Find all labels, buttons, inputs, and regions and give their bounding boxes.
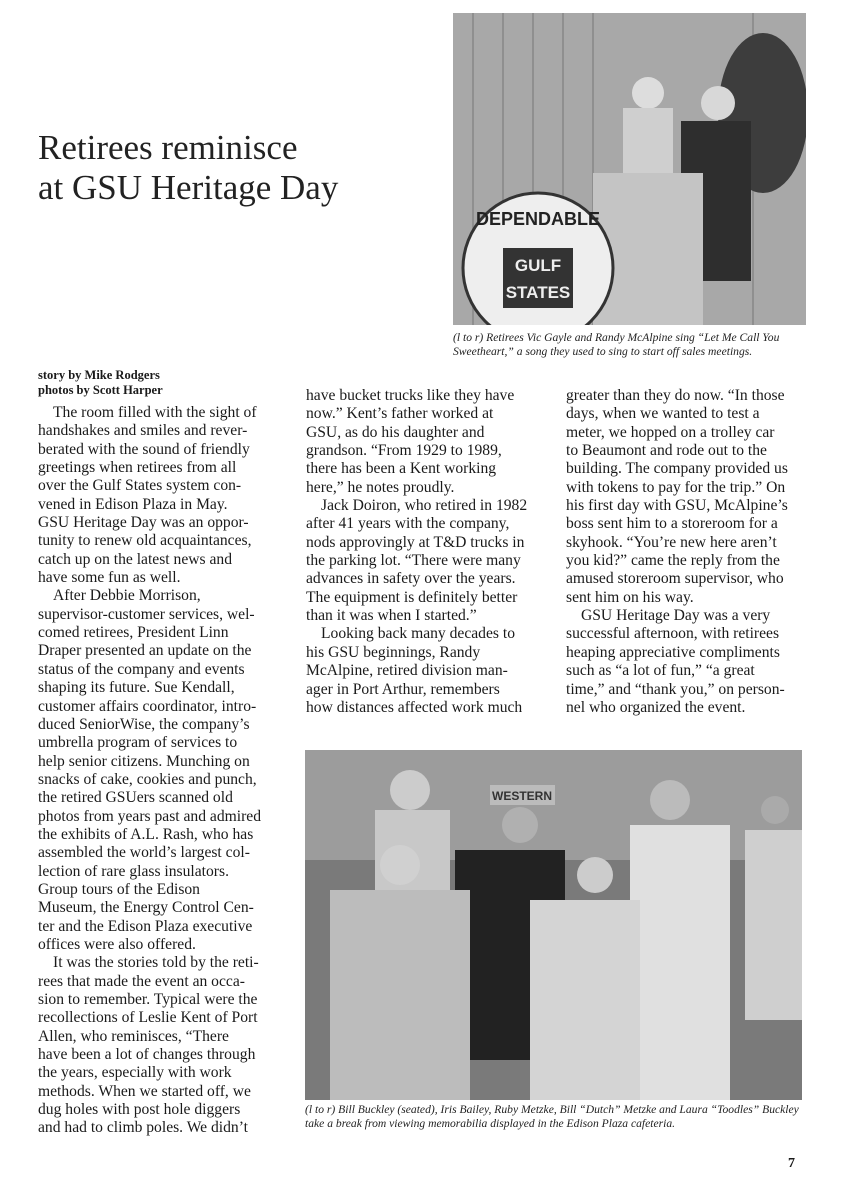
- text-line: grandson. “From 1929 to 1989,: [306, 442, 502, 460]
- text-line: with tokens to pay for the trip.” On: [566, 478, 786, 496]
- text-line: nel who organized the event.: [566, 698, 746, 716]
- text-line: After Debbie Morrison,: [53, 587, 201, 605]
- article-column-1: [38, 404, 283, 1138]
- text-line: GSU, as do his daughter and: [306, 423, 485, 441]
- text-line: there has been a Kent working: [306, 460, 497, 478]
- text-line: Looking back many decades to: [321, 625, 515, 643]
- photo-retirees-singing: [453, 13, 806, 325]
- text-line: duced SeniorWise, the company’s: [38, 715, 250, 733]
- text-line: ager in Port Arthur, remembers: [306, 680, 500, 698]
- text-line: rees that made the event an occa-: [38, 972, 245, 990]
- text-line: methods. When we started off, we: [38, 1082, 251, 1100]
- text-line: recollections of Leslie Kent of Port: [38, 1009, 258, 1027]
- text-line: to Beaumont and rode out to the: [566, 442, 767, 460]
- text-line: and had to climb poles. We didn’t: [38, 1119, 248, 1137]
- page-number: 7: [788, 1156, 795, 1171]
- title-line: at GSU Heritage Day: [38, 168, 339, 207]
- photo-retirees-group: [305, 750, 802, 1100]
- text-line: greater than they do now. “In those: [566, 387, 785, 404]
- text-line: than it was when I started.”: [306, 607, 477, 625]
- photo-caption-bottom: (l to r) Bill Buckley (seated), Iris Bailey, Ruby Metzke, Bill “Dutch” Metzke and Laura “Toodles” Buckley take a break from viewing memorabilia displayed in the Edison Plaza cafeteria.: [305, 1103, 799, 1130]
- article-column-2: [306, 387, 546, 717]
- text-line: now.” Kent’s father worked at: [306, 405, 494, 423]
- text-line: how distances affected work much: [306, 698, 523, 716]
- text-line: Draper presented an update on the: [38, 642, 252, 660]
- text-line: after 41 years with the company,: [306, 515, 510, 533]
- text-line: Museum, the Energy Control Cen-: [38, 899, 254, 917]
- article-title: [38, 128, 338, 208]
- text-line: nods approvingly at T&D trucks in: [306, 533, 525, 551]
- text-line: GSU Heritage Day was an oppor-: [38, 514, 249, 532]
- photo-illustration: [305, 750, 802, 1100]
- text-line: building. The company provided us: [566, 460, 788, 478]
- text-line: his first day with GSU, McAlpine’s: [566, 497, 788, 515]
- text-line: McAlpine, retired division man-: [306, 662, 508, 680]
- photo-caption-top: (l to r) Retirees Vic Gayle and Randy McAlpine sing “Let Me Call You Sweetheart,” a song they used to sing to start off sales meetings.: [453, 331, 780, 358]
- text-line: greetings when retirees from all: [38, 459, 237, 477]
- text-line: comed retirees, President Linn: [38, 624, 229, 642]
- text-line: vened in Edison Plaza in May.: [38, 495, 228, 513]
- text-line: over the Gulf States system con-: [38, 477, 242, 495]
- text-line: his GSU beginnings, Randy: [306, 643, 481, 661]
- text-line: have bucket trucks like they have: [306, 387, 515, 404]
- text-line: help senior citizens. Munching on: [38, 752, 250, 770]
- text-line: heaping appreciative compliments: [566, 643, 780, 661]
- text-line: offices were also offered.: [38, 935, 196, 953]
- article-column-3: [566, 387, 806, 717]
- photo-credit: photos by Scott Harper: [38, 383, 163, 397]
- text-line: the retired GSUers scanned old: [38, 789, 233, 807]
- text-line: berated with the sound of friendly: [38, 440, 250, 458]
- text-line: successful afternoon, with retirees: [566, 625, 780, 643]
- text-line: days, when we wanted to test a: [566, 405, 760, 423]
- text-line: Jack Doiron, who retired in 1982: [321, 497, 528, 515]
- text-line: customer affairs coordinator, intro-: [38, 697, 257, 715]
- text-line: supervisor-customer services, wel-: [38, 605, 255, 623]
- text-line: the parking lot. “There were many: [306, 552, 521, 570]
- text-line: snacks of cake, cookies and punch,: [38, 770, 257, 788]
- byline: [38, 368, 163, 398]
- photo-illustration: [453, 13, 806, 325]
- text-line: The equipment is definitely better: [306, 588, 518, 606]
- text-line: lection of rare glass insulators.: [38, 862, 229, 880]
- text-line: have been a lot of changes through: [38, 1046, 256, 1064]
- text-line: The room filled with the sight of: [53, 404, 257, 421]
- text-line: handshakes and smiles and rever-: [38, 422, 248, 440]
- text-line: Group tours of the Edison: [38, 880, 200, 898]
- text-line: boss sent him to a storeroom for a: [566, 515, 778, 533]
- text-line: It was the stories told by the reti-: [53, 954, 259, 972]
- text-line: catch up on the latest news and: [38, 550, 232, 568]
- text-line: such as “a lot of fun,” “a great: [566, 662, 755, 680]
- text-line: assembled the world’s largest col-: [38, 844, 250, 862]
- title-line: Retirees reminisce: [38, 128, 298, 167]
- text-line: meter, we hopped on a trolley car: [566, 423, 775, 441]
- text-line: sent him on his way.: [566, 588, 694, 606]
- text-line: sion to remember. Typical were the: [38, 991, 258, 1008]
- text-line: tunity to renew old acquaintances,: [38, 532, 252, 550]
- text-line: skyhook. “You’re new here aren’t: [566, 533, 777, 551]
- text-line: dug holes with post hole diggers: [38, 1101, 241, 1119]
- text-line: you kid?” came the reply from the: [566, 552, 780, 570]
- text-line: shaping its future. Sue Kendall,: [38, 679, 235, 697]
- text-line: umbrella program of services to: [38, 734, 238, 752]
- text-line: have some fun as well.: [38, 569, 181, 587]
- wall-sign-text: WESTERN: [492, 789, 552, 803]
- text-line: Allen, who reminisces, “There: [38, 1027, 229, 1045]
- text-line: status of the company and events: [38, 660, 245, 678]
- text-line: advances in safety over the years.: [306, 570, 516, 588]
- text-line: ter and the Edison Plaza executive: [38, 917, 253, 935]
- text-line: amused storeroom supervisor, who: [566, 570, 784, 588]
- text-line: GSU Heritage Day was a very: [581, 607, 771, 625]
- text-line: the years, especially with work: [38, 1064, 232, 1082]
- text-line: the exhibits of A.L. Rash, who has: [38, 825, 254, 843]
- text-line: photos from years past and admired: [38, 807, 262, 825]
- text-line: here,” he notes proudly.: [306, 478, 455, 496]
- story-credit: story by Mike Rodgers: [38, 368, 160, 382]
- sign-text-gulf: GULF: [514, 256, 562, 275]
- sign-text-dependable: DEPENDABLE: [475, 209, 601, 229]
- sign-text-states: STATES: [505, 283, 571, 302]
- text-line: time,” and “thank you,” on person-: [566, 680, 785, 698]
